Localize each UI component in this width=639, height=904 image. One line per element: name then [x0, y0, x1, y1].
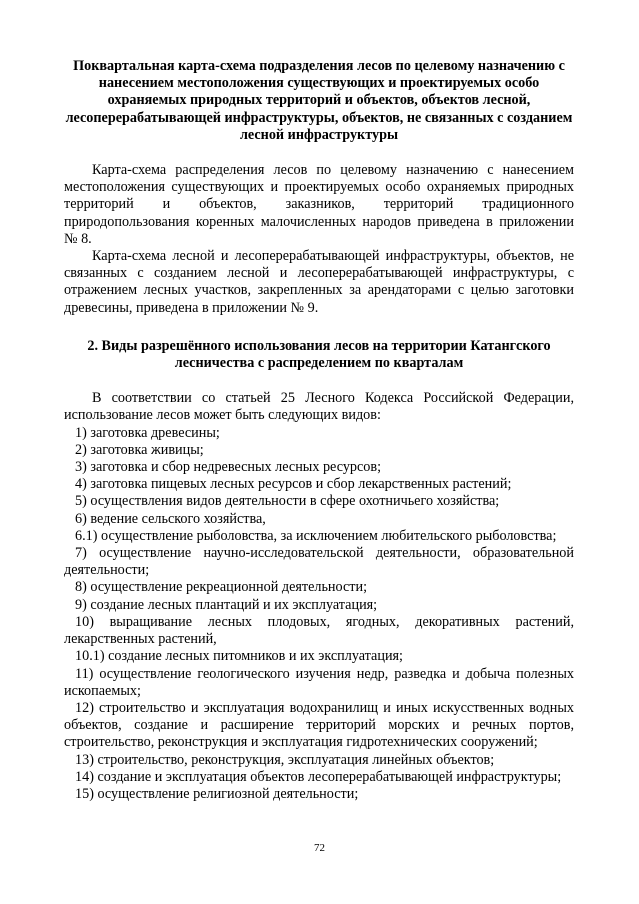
document-page [64, 58, 574, 803]
list-item: 14) создание и эксплуатация объектов лесоперерабатывающей инфраструктуры; [75, 768, 562, 785]
list-item: 10.1) создание лесных питомников и их эксплуатация; [75, 648, 404, 665]
section2-intro: В соответствии со статьей 25 Лесного Кодекса Российской Федерации, использование лесов может быть следующих видов: [64, 390, 574, 424]
list-item: 9) создание лесных плантаций и их эксплуатация; [75, 596, 378, 613]
list-item: 2) заготовка живицы; [75, 441, 204, 458]
page-number: 72 [314, 842, 325, 854]
list-item: 6.1) осуществление рыболовства, за исключением любительского рыболовства; [75, 527, 557, 544]
section1-paragraph-2: Карта-схема лесной и лесоперерабатывающей инфраструктуры, объектов, не связанных с созданием лесной и лесоперерабатывающей инфраструктуры, с отражением лесных участков, закрепленных за арендаторами с целью заготовки древесины, приведена в приложении № 9. [64, 248, 574, 316]
list-item: 10) выращивание лесных плодовых, ягодных, декоративных растений, лекарственных растений, [64, 613, 574, 648]
section2-title: 2. Виды разрешённого использования лесов на территории Катангского лесничества с распределением по кварталам [87, 337, 551, 372]
list-item: 1) заготовка древесины; [75, 424, 220, 441]
section1-title: Поквартальная карта-схема подразделения лесов по целевому назначению с нанесением местоположения существующих и проектируемых особо охраняемых природных территорий и объектов, объектов лесной, лесоперерабатывающей инфраструктуры, объектов, не связанных с созданием лесной инфраструктуры [65, 58, 573, 143]
list-item: 3) заготовка и сбор недревесных лесных ресурсов; [75, 459, 382, 476]
list-item: 4) заготовка пищевых лесных ресурсов и сбор лекарственных растений; [75, 476, 512, 493]
list-item: 8) осуществление рекреационной деятельности; [75, 579, 368, 596]
list-item: 15) осуществление религиозной деятельности; [75, 785, 359, 802]
list-item: 6) ведение сельского хозяйства, [75, 510, 266, 527]
list-item: 11) осуществление геологического изучения недр, разведка и добыча полезных ископаемых; [64, 665, 574, 699]
list-item: 5) осуществления видов деятельности в сфере охотничьего хозяйства; [75, 493, 500, 510]
list-item: 7) осуществление научно-исследовательской деятельности, образовательной деятельности; [64, 545, 574, 579]
usage-types-list [64, 425, 574, 803]
list-item: 13) строительство, реконструкция, эксплуатация линейных объектов; [75, 751, 495, 768]
section1-paragraph-1: Карта-схема распределения лесов по целевому назначению с нанесением местоположения существующих и проектируемых особо охраняемых природных территорий и объектов, заказников, территорий традиционного природопользования коренных малочисленных народов приведена в приложении № 8. [64, 162, 574, 247]
list-item: 12) строительство и эксплуатация водохранилищ и иных искусственных водных объектов, создание и расширение территорий морских и речных портов, строительство, реконструкция и эксплуатация гидротехнических сооружений; [64, 699, 574, 751]
